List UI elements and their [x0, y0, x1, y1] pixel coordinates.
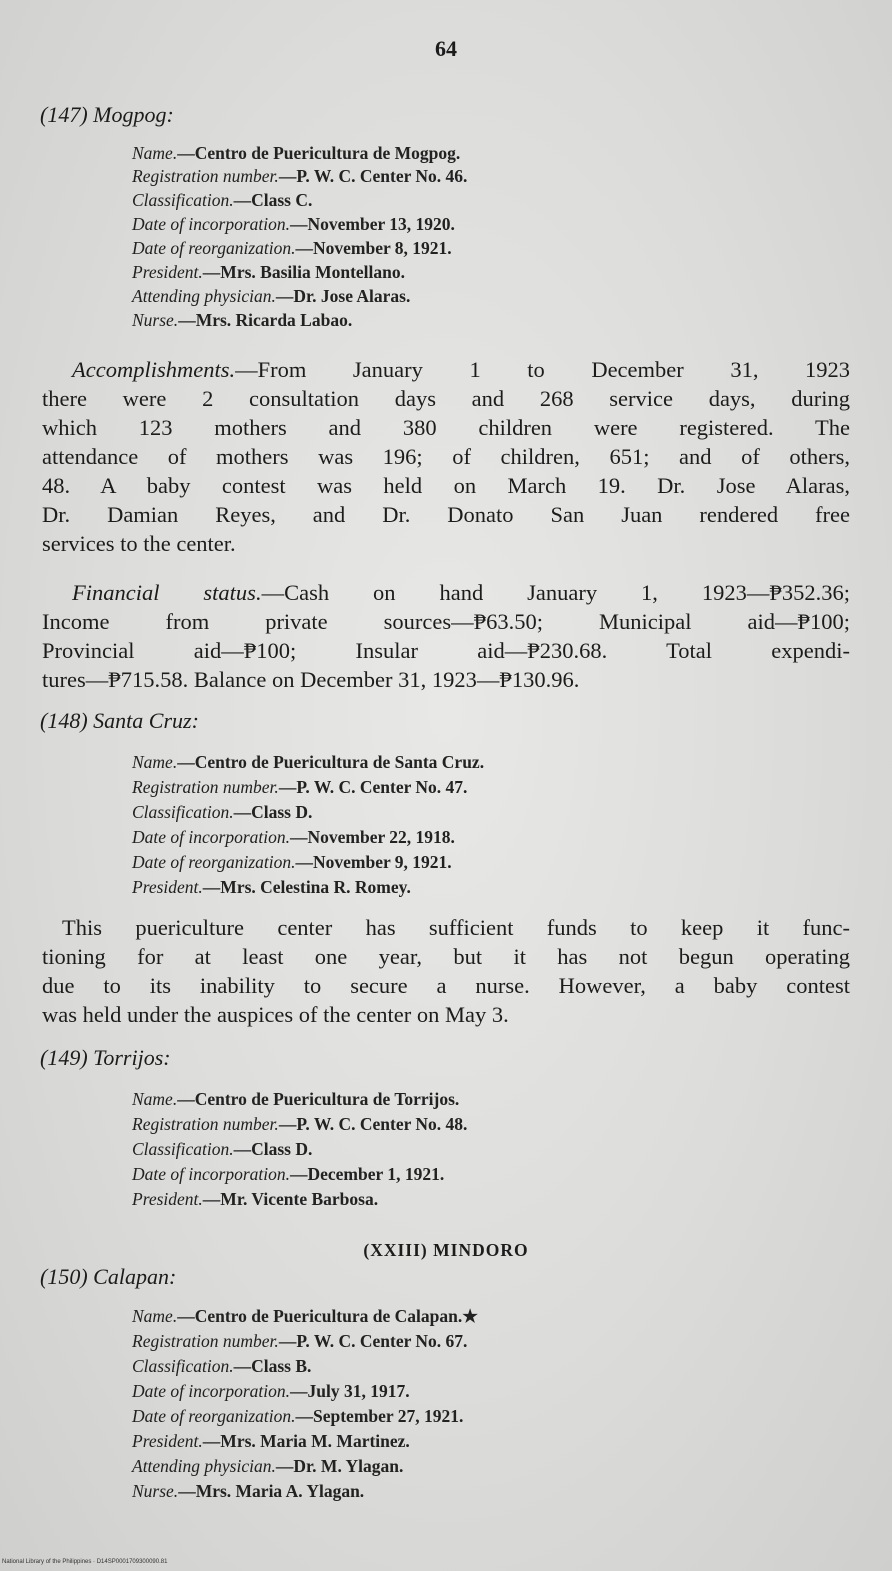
field-incorporation: [132, 214, 455, 235]
field-label: Classification.: [132, 1139, 234, 1159]
field-value: —Mrs. Ricarda Labao.: [178, 310, 353, 330]
field-president: [132, 1431, 410, 1452]
paragraph-label: Accomplishments.: [72, 357, 236, 382]
para-line: tioning for at least one year, but it has not begun operating: [42, 944, 850, 969]
field-value: —November 13, 1920.: [289, 214, 455, 234]
field-value: —November 8, 1921.: [295, 238, 452, 258]
field-label: Registration number.: [132, 1114, 279, 1134]
para-line: attendance of mothers was 196; of children, 651; and of others,: [42, 444, 850, 469]
field-incorporation: [132, 1381, 410, 1402]
field-label: Registration number.: [132, 166, 279, 186]
field-value: —Class D.: [233, 802, 313, 822]
field-name: [132, 1306, 478, 1327]
field-classification: [132, 190, 312, 211]
para-line: due to its inability to secure a nurse. However, a baby contest: [42, 973, 850, 998]
field-classification: [132, 1356, 311, 1377]
field-president: [132, 262, 405, 283]
entry-heading-147: [40, 102, 174, 128]
entry-place: Torrijos:: [93, 1045, 171, 1070]
field-label: Name.: [132, 1306, 178, 1326]
section-heading: (XXIII) MINDORO: [363, 1240, 529, 1260]
field-value: —Class C.: [233, 190, 313, 210]
field-label: President.: [132, 877, 203, 897]
field-registration: [132, 166, 467, 187]
field-label: Date of incorporation.: [132, 214, 290, 234]
field-value: —P. W. C. Center No. 48.: [278, 1114, 468, 1134]
field-value: —Centro de Puericultura de Torrijos.: [177, 1089, 460, 1109]
entry-heading-148: [40, 708, 199, 734]
field-value: —November 9, 1921.: [295, 852, 452, 872]
field-president: [132, 877, 411, 898]
para-line: which 123 mothers and 380 children were registered. The: [42, 415, 850, 440]
field-label: President.: [132, 1189, 203, 1209]
field-label: Date of incorporation.: [132, 1164, 290, 1184]
entry-heading-150: [40, 1264, 176, 1290]
entry-place: Santa Cruz:: [93, 708, 199, 733]
financial-paragraph: [42, 578, 850, 694]
field-value: —Class D.: [233, 1139, 313, 1159]
para-line: This puericulture center has sufficient funds to keep it func-: [62, 915, 850, 940]
field-value: —December 1, 1921.: [289, 1164, 445, 1184]
field-value: —Mrs. Maria A. Ylagan.: [178, 1481, 365, 1501]
note-paragraph: [42, 913, 850, 1029]
entry-number: (149): [40, 1045, 88, 1070]
field-value: —July 31, 1917.: [289, 1381, 410, 1401]
entry-number: (147): [40, 102, 88, 127]
field-registration: [132, 777, 467, 798]
field-value: —P. W. C. Center No. 46.: [278, 166, 468, 186]
para-line: there were 2 consultation days and 268 service days, during: [42, 386, 850, 411]
entry-heading-149: [40, 1045, 171, 1071]
field-value: —Dr. Jose Alaras.: [275, 286, 411, 306]
field-label: Date of incorporation.: [132, 827, 290, 847]
field-nurse: [132, 310, 352, 331]
field-registration: [132, 1114, 467, 1135]
field-physician: [132, 286, 410, 307]
field-label: Classification.: [132, 802, 234, 822]
footer-credit: National Library of the Philippines · D14SP0001709300090.81: [2, 1559, 168, 1565]
field-label: Date of reorganization.: [132, 1406, 296, 1426]
field-nurse: [132, 1481, 364, 1502]
field-label: Classification.: [132, 190, 234, 210]
field-value: —Centro de Puericultura de Santa Cruz.: [177, 752, 485, 772]
field-label: Name.: [132, 1089, 178, 1109]
field-label: Classification.: [132, 1356, 234, 1376]
field-incorporation: [132, 827, 455, 848]
field-label: Name.: [132, 143, 178, 163]
field-value: —Mrs. Celestina R. Romey.: [202, 877, 411, 897]
field-label: Nurse.: [132, 310, 179, 330]
para-line: Accomplishments.—From January 1 to December 31, 1923: [72, 357, 850, 382]
field-value: —Centro de Puericultura de Mogpog.: [177, 143, 461, 163]
para-line: tures—₱715.58. Balance on December 31, 1923—₱130.96.: [42, 667, 580, 692]
field-name: [132, 1089, 459, 1110]
field-label: President.: [132, 1431, 203, 1451]
field-value: —Mrs. Maria M. Martinez.: [202, 1431, 410, 1451]
field-value: —Dr. M. Ylagan.: [275, 1456, 404, 1476]
entry-number: (148): [40, 708, 88, 733]
field-label: Registration number.: [132, 777, 279, 797]
para-line: Financial status.—Cash on hand January 1, 1923—₱352.36;: [72, 580, 851, 605]
para-line: Dr. Damian Reyes, and Dr. Donato San Juan rendered free: [42, 502, 850, 527]
field-name: [132, 143, 460, 164]
field-label: Date of incorporation.: [132, 1381, 290, 1401]
entry-number: (150): [40, 1264, 88, 1289]
field-label: Attending physician.: [132, 1456, 276, 1476]
page-number: 64: [435, 36, 457, 61]
field-value: —Mrs. Basilia Montellano.: [202, 262, 406, 282]
para-line: services to the center.: [42, 531, 236, 556]
field-value: —Mr. Vicente Barbosa.: [202, 1189, 379, 1209]
field-label: President.: [132, 262, 203, 282]
field-label: Date of reorganization.: [132, 852, 296, 872]
field-president: [132, 1189, 378, 1210]
entry-place: Calapan:: [93, 1264, 177, 1289]
field-label: Attending physician.: [132, 286, 276, 306]
field-reorganization: [132, 1406, 463, 1427]
para-line: Provincial aid—₱100; Insular aid—₱230.68. Total expendi-: [42, 638, 850, 663]
field-label: Name.: [132, 752, 178, 772]
field-value: —Class B.: [233, 1356, 312, 1376]
accomplishments-paragraph: [42, 355, 850, 558]
field-incorporation: [132, 1164, 444, 1185]
field-label: Registration number.: [132, 1331, 279, 1351]
field-reorganization: [132, 238, 452, 259]
para-line: Income from private sources—₱63.50; Municipal aid—₱100;: [42, 609, 850, 634]
field-value: —P. W. C. Center No. 67.: [278, 1331, 468, 1351]
field-value: —November 22, 1918.: [289, 827, 455, 847]
paragraph-label: Financial status.: [72, 580, 262, 605]
field-label: Nurse.: [132, 1481, 179, 1501]
field-registration: [132, 1331, 467, 1352]
field-physician: [132, 1456, 403, 1477]
field-value: —P. W. C. Center No. 47.: [278, 777, 468, 797]
field-value: —Centro de Puericultura de Calapan.★: [177, 1306, 478, 1326]
field-classification: [132, 802, 312, 823]
para-line: 48. A baby contest was held on March 19. Dr. Jose Alaras,: [42, 473, 850, 498]
field-name: [132, 752, 484, 773]
field-classification: [132, 1139, 312, 1160]
entry-place: Mogpog:: [93, 102, 174, 127]
field-reorganization: [132, 852, 452, 873]
para-line: was held under the auspices of the center on May 3.: [42, 1002, 509, 1027]
field-value: —September 27, 1921.: [295, 1406, 464, 1426]
field-label: Date of reorganization.: [132, 238, 296, 258]
